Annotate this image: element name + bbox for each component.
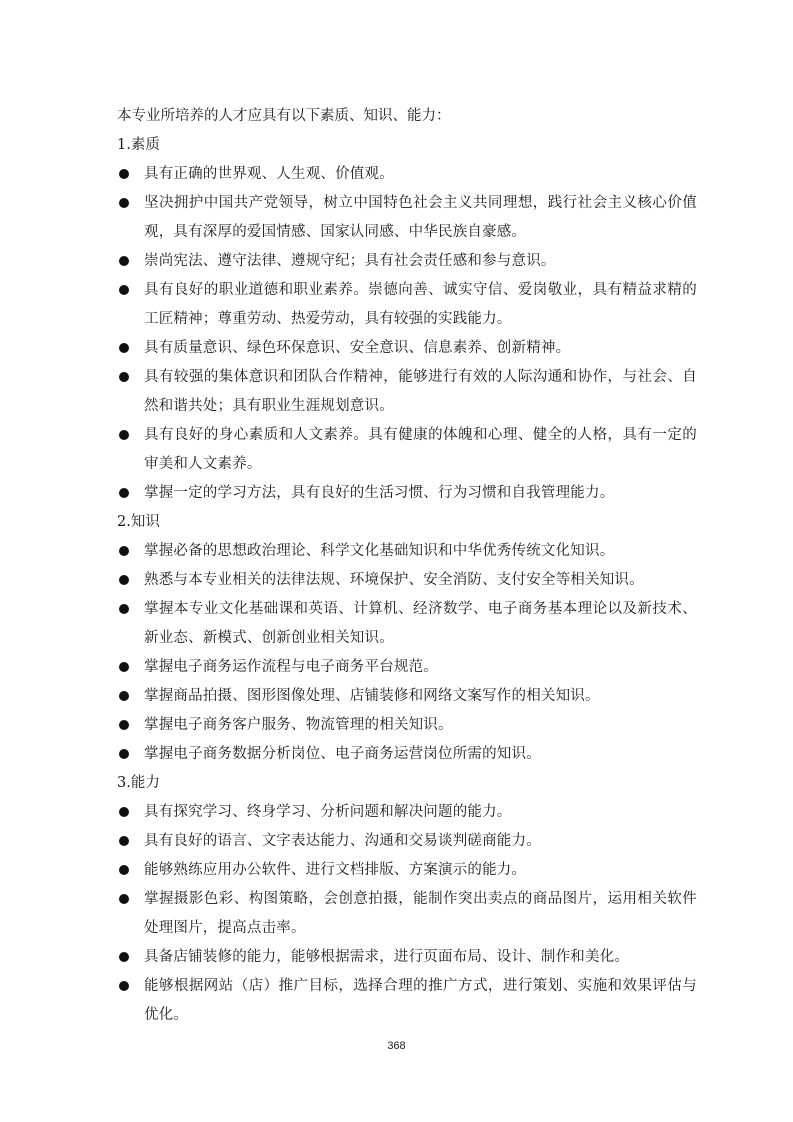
bullet-list [117,798,697,1030]
section-heading: 3.能力 [117,775,160,791]
bullet-icon [119,575,129,585]
list-item [117,537,697,566]
page-number: 368 [387,1040,406,1052]
bullet-icon [119,285,129,295]
list-item-text: 具有良好的身心素质和人文素养。具有健康的体魄和心理、健全的人格，具有一定的审美和人文素养。 [144,427,697,472]
list-item-text: 能够根据网站（店）推广目标，选择合理的推广方式，进行策划、实施和效果评估与优化。 [144,978,697,1023]
section-ability [117,769,697,1030]
bullet-icon [119,807,129,817]
list-item-text: 掌握必备的思想政治理论、科学文化基础知识和中华优秀传统文化知识。 [144,543,615,559]
list-item [117,247,697,276]
bullet-icon [119,662,129,672]
bullet-icon [119,894,129,904]
list-item-text: 掌握一定的学习方法，具有良好的生活习惯、行为习惯和自我管理能力。 [144,485,615,501]
document-body [117,102,697,1030]
section-heading: 1.素质 [117,137,160,153]
list-item [117,334,697,363]
bullet-list [117,160,697,508]
bullet-icon [119,169,129,179]
bullet-icon [119,604,129,614]
bullet-icon [119,198,129,208]
section-knowledge [117,508,697,769]
list-item-text: 熟悉与本专业相关的法律法规、环境保护、安全消防、支付安全等相关知识。 [144,572,644,588]
list-item [117,943,697,972]
list-item [117,363,697,421]
bullet-icon [119,865,129,875]
bullet-icon [119,981,129,991]
list-item-text: 坚决拥护中国共产党领导，树立中国特色社会主义共同理想，践行社会主义核心价值观，具有深厚的爱国情感、国家认同感、中华民族自豪感。 [144,195,697,240]
bullet-icon [119,691,129,701]
list-item [117,885,697,943]
bullet-icon [119,430,129,440]
list-item [117,160,697,189]
section-quality [117,131,697,508]
list-item [117,682,697,711]
list-item-text: 掌握本专业文化基础课和英语、计算机、经济数学、电子商务基本理论以及新技术、新业态、新模式、创新创业相关知识。 [144,601,697,646]
list-item-text: 掌握摄影色彩、构图策略，会创意拍摄，能制作突出卖点的商品图片，运用相关软件处理图片，提高点击率。 [144,891,697,936]
list-item [117,189,697,247]
list-item [117,276,697,334]
list-item [117,566,697,595]
list-item-text: 能够熟练应用办公软件、进行文档排版、方案演示的能力。 [144,862,527,878]
list-item [117,711,697,740]
list-item-text: 具有探究学习、终身学习、分析问题和解决问题的能力。 [144,804,512,820]
list-item-text: 具有良好的语言、文字表达能力、沟通和交易谈判磋商能力。 [144,833,541,849]
bullet-icon [119,343,129,353]
list-item-text: 掌握电子商务运作流程与电子商务平台规范。 [144,659,438,675]
section-heading: 2.知识 [117,514,160,530]
list-item [117,653,697,682]
list-item [117,972,697,1030]
list-item-text: 掌握电子商务客户服务、物流管理的相关知识。 [144,717,453,733]
list-item [117,827,697,856]
list-item-text: 具备店铺装修的能力，能够根据需求，进行页面布局、设计、制作和美化。 [144,949,630,965]
list-item [117,856,697,885]
bullet-icon [119,372,129,382]
list-item [117,479,697,508]
list-item [117,595,697,653]
bullet-icon [119,256,129,266]
list-item-text: 掌握电子商务数据分析岗位、电子商务运营岗位所需的知识。 [144,746,541,762]
bullet-list [117,537,697,769]
bullet-icon [119,836,129,846]
list-item [117,798,697,827]
list-item-text: 具有良好的职业道德和职业素养。崇德向善、诚实守信、爱岗敬业，具有精益求精的工匠精神；尊重劳动、热爱劳动，具有较强的实践能力。 [144,282,697,327]
list-item-text: 具有正确的世界观、人生观、价值观。 [144,166,394,182]
bullet-icon [119,749,129,759]
bullet-icon [119,952,129,962]
bullet-icon [119,720,129,730]
list-item [117,740,697,769]
list-item-text: 具有质量意识、绿色环保意识、安全意识、信息素养、创新精神。 [144,340,571,356]
list-item-text: 崇尚宪法、遵守法律、遵规守纪；具有社会责任感和参与意识。 [144,253,556,269]
list-item-text: 掌握商品拍摄、图形图像处理、店铺装修和网络文案写作的相关知识。 [144,688,600,704]
list-item [117,421,697,479]
intro-paragraph: 本专业所培养的人才应具有以下素质、知识、能力： [117,108,451,124]
list-item-text: 具有较强的集体意识和团队合作精神，能够进行有效的人际沟通和协作，与社会、自然和谐共处；具有职业生涯规划意识。 [144,369,697,414]
bullet-icon [119,546,129,556]
bullet-icon [119,488,129,498]
